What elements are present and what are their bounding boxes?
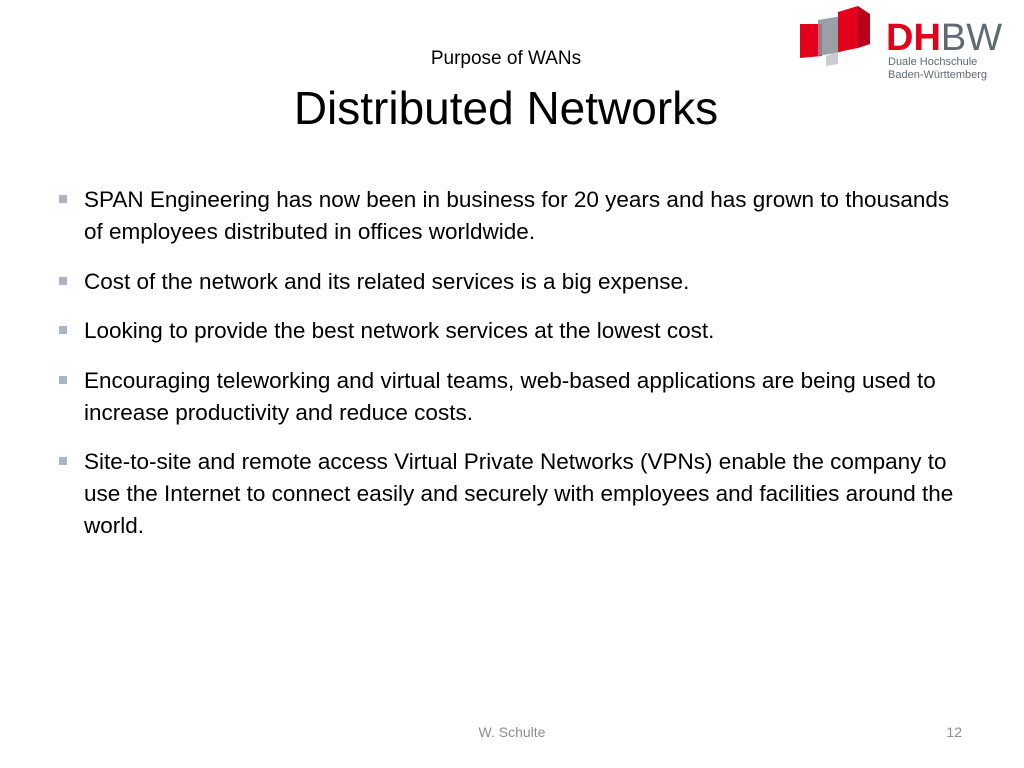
bullet-text: Encouraging teleworking and virtual teams, web-based applications are being used to increase productivity and reduce costs. <box>84 367 936 425</box>
bullet-text: Cost of the network and its related services is a big expense. <box>84 268 690 294</box>
bullet-text: Looking to provide the best network services at the lowest cost. <box>84 318 715 343</box>
bullet-item <box>56 365 956 429</box>
slide-subtitle: Purpose of WANs <box>430 48 582 69</box>
square-bullet-icon <box>59 195 67 203</box>
square-bullet-icon <box>59 376 67 384</box>
dhbw-logo <box>798 6 1014 84</box>
page-number: 12 <box>946 724 962 740</box>
logo-line-2: Baden-Württemberg <box>888 69 988 81</box>
square-bullet-icon <box>59 326 67 334</box>
logo-red-flag-side <box>858 6 870 48</box>
dhbw-logo-graphic <box>798 6 1014 84</box>
slide-title: Distributed Networks <box>293 82 719 134</box>
bullet-item <box>56 315 956 347</box>
square-bullet-icon <box>59 277 67 285</box>
bullet-text: Site-to-site and remote access Virtual Private Networks (VPNs) enable the company to use the Internet to connect easily and securely with employees and facilities around the world. <box>84 449 954 538</box>
bullet-list <box>56 184 956 560</box>
bullet-item <box>56 446 956 542</box>
bullet-item <box>56 266 956 298</box>
logo-line-1: Duale Hochschule <box>888 56 978 68</box>
footer-author: W. Schulte <box>478 724 546 740</box>
bullet-text: SPAN Engineering has now been in business for 20 years and has grown to thousands of employees distributed in offices worldwide. <box>84 187 950 244</box>
logo-wordmark: DHBW <box>886 17 1003 59</box>
square-bullet-icon <box>59 457 67 465</box>
bullet-item <box>56 184 956 248</box>
